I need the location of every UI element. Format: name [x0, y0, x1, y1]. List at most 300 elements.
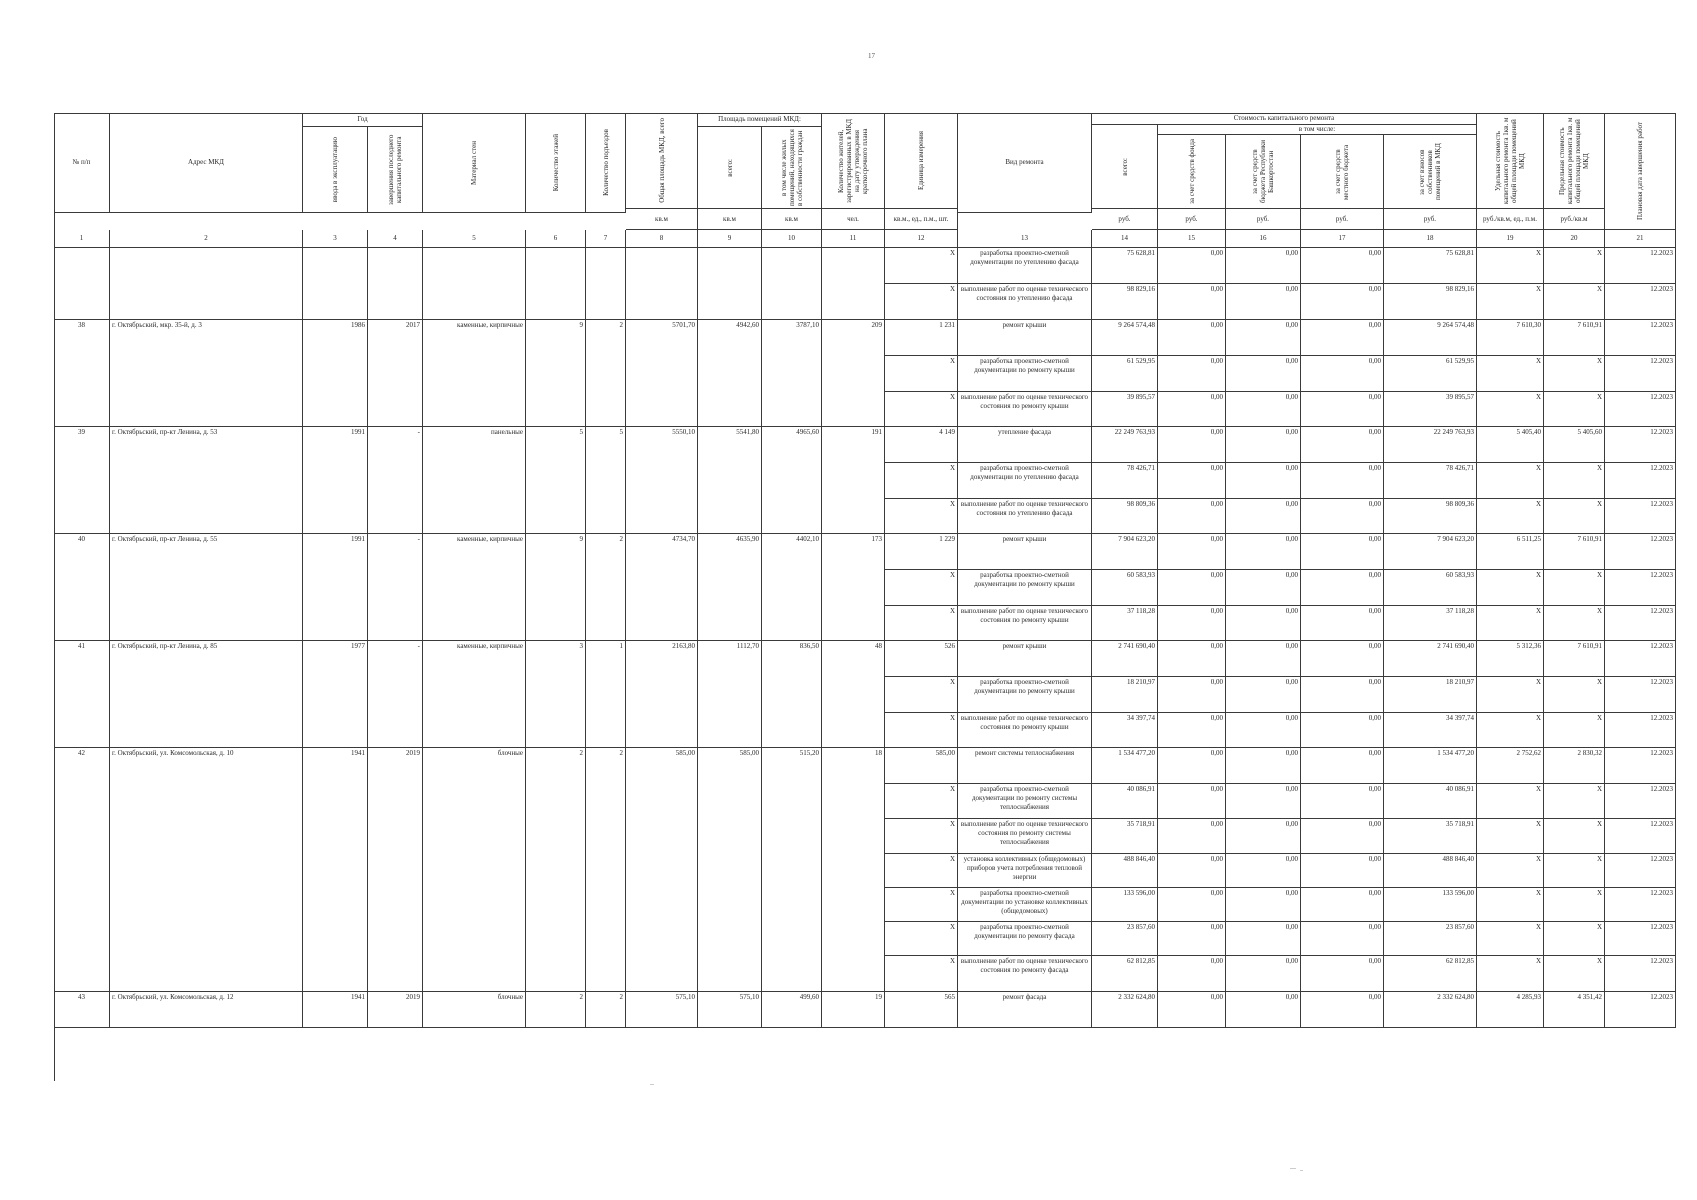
header-budget-local-label: за счет средств местного бюджета — [1334, 143, 1350, 200]
row-cost-owners: 1 534 477,20 — [1384, 748, 1477, 784]
row-cost-fund: 0,00 — [1158, 641, 1226, 677]
row-area-private — [762, 248, 822, 320]
row-material: каменные, кирпичные — [423, 641, 526, 748]
row-planned-date: 12.2023 — [1605, 499, 1676, 534]
row-work-type: выполнение работ по оценке технического состояния по утеплению фасада — [958, 499, 1092, 534]
row-area-private: 515,20 — [762, 748, 822, 992]
row-planned-date: 12.2023 — [1605, 641, 1676, 677]
row-floors: 2 — [526, 748, 586, 992]
row-cost-rb: 0,00 — [1226, 784, 1301, 819]
row-unit-qty: 565 — [885, 992, 958, 1028]
row-cost-local: 0,00 — [1301, 888, 1384, 922]
row-unit-qty: 4 149 — [885, 427, 958, 463]
row-cost-fund: 0,00 — [1158, 992, 1226, 1028]
header-year-group: Год — [303, 113, 423, 127]
row-cost-total: 18 210,97 — [1092, 677, 1158, 713]
row-unit-cost: X — [1477, 570, 1544, 606]
row-limit-cost: X — [1544, 606, 1605, 641]
row-unit-cost: 2 752,62 — [1477, 748, 1544, 784]
row-limit-cost: X — [1544, 888, 1605, 922]
header-colnum-13: 13 — [958, 230, 1092, 248]
row-cost-rb: 0,00 — [1226, 499, 1301, 534]
row-cost-rb: 0,00 — [1226, 713, 1301, 748]
row-limit-cost: X — [1544, 956, 1605, 992]
row-cost-rb: 0,00 — [1226, 284, 1301, 320]
row-year-repair: 2019 — [368, 748, 423, 992]
row-cost-rb: 0,00 — [1226, 748, 1301, 784]
row-unit-qty: X — [885, 922, 958, 956]
row-unit-qty: X — [885, 956, 958, 992]
header-material — [423, 113, 526, 213]
row-cost-local: 0,00 — [1301, 784, 1384, 819]
row-unit-cost: X — [1477, 463, 1544, 499]
row-residents — [822, 248, 885, 320]
row-year-repair: - — [368, 641, 423, 748]
row-address: г. Октябрьский, пр-кт Ленина, д. 85 — [110, 641, 303, 748]
row-cost-rb: 0,00 — [1226, 534, 1301, 570]
row-area-rooms — [698, 248, 762, 320]
row-planned-date: 12.2023 — [1605, 956, 1676, 992]
row-cost-rb: 0,00 — [1226, 677, 1301, 713]
row-limit-cost: 7 610,91 — [1544, 320, 1605, 356]
row-cost-fund: 0,00 — [1158, 713, 1226, 748]
scan-speck — [1300, 1170, 1303, 1171]
row-cost-rb: 0,00 — [1226, 248, 1301, 284]
row-cost-owners: 18 210,97 — [1384, 677, 1477, 713]
row-work-type: ремонт системы теплоснабжения — [958, 748, 1092, 784]
header-colnum-15: 15 — [1158, 230, 1226, 248]
row-address — [110, 248, 303, 320]
row-cost-fund: 0,00 — [1158, 677, 1226, 713]
header-unit-cost — [1477, 113, 1544, 209]
row-cost-local: 0,00 — [1301, 463, 1384, 499]
row-limit-cost: X — [1544, 570, 1605, 606]
row-entrances: 2 — [586, 534, 626, 641]
header-fund-label: за счет средств фонда — [1187, 139, 1196, 204]
row-total-area: 5701,70 — [626, 320, 698, 427]
header-year-built-label: ввода в эксплуатацию — [331, 136, 339, 203]
row-unit-cost: X — [1477, 713, 1544, 748]
row-cost-owners: 60 583,93 — [1384, 570, 1477, 606]
row-material — [423, 248, 526, 320]
row-unit-qty: X — [885, 356, 958, 392]
row-planned-date: 12.2023 — [1605, 463, 1676, 499]
row-floors: 9 — [526, 320, 586, 427]
header-total-area-label: Общая площадь МКД, всего — [657, 118, 666, 203]
row-limit-cost: X — [1544, 922, 1605, 956]
row-total-area: 2163,80 — [626, 641, 698, 748]
row-unit-qty: X — [885, 677, 958, 713]
header-floors — [526, 113, 586, 213]
row-unit-qty: X — [885, 854, 958, 888]
row-planned-date: 12.2023 — [1605, 992, 1676, 1028]
row-cost-local: 0,00 — [1301, 320, 1384, 356]
header-area-group: Площадь помещений МКД: — [698, 113, 822, 127]
header-year-built — [303, 127, 368, 213]
row-planned-date: 12.2023 — [1605, 922, 1676, 956]
row-year-repair — [368, 248, 423, 320]
header-entrances — [586, 113, 626, 213]
row-floors: 5 — [526, 427, 586, 534]
row-area-rooms: 575,10 — [698, 992, 762, 1028]
row-year-built: 1941 — [303, 992, 368, 1028]
row-number: 42 — [54, 748, 110, 992]
header-owners — [1384, 135, 1477, 209]
row-planned-date: 12.2023 — [1605, 534, 1676, 570]
row-cost-rb: 0,00 — [1226, 320, 1301, 356]
header-area-private-label: в том числе жилых помещений, находящихся в собственности граждан — [779, 129, 804, 206]
row-total-area: 585,00 — [626, 748, 698, 992]
row-unit-cost: X — [1477, 784, 1544, 819]
row-cost-total: 35 718,91 — [1092, 819, 1158, 854]
header-budget-local — [1301, 135, 1384, 209]
row-planned-date: 12.2023 — [1605, 606, 1676, 641]
row-cost-total: 78 426,71 — [1092, 463, 1158, 499]
row-work-type: разработка проектно-сметной документации по ремонту фасада — [958, 922, 1092, 956]
row-cost-local: 0,00 — [1301, 534, 1384, 570]
header-entrances-label: Количество подъездов — [601, 129, 610, 196]
row-floors: 2 — [526, 992, 586, 1028]
row-cost-local: 0,00 — [1301, 606, 1384, 641]
row-cost-local: 0,00 — [1301, 748, 1384, 784]
header-budget-rb — [1226, 135, 1301, 209]
row-cost-fund: 0,00 — [1158, 748, 1226, 784]
header-unit-14: руб. — [1092, 209, 1158, 230]
row-cost-total: 98 809,36 — [1092, 499, 1158, 534]
row-work-type: выполнение работ по оценке технического состояния по ремонту крыши — [958, 713, 1092, 748]
row-cost-total: 34 397,74 — [1092, 713, 1158, 748]
row-planned-date: 12.2023 — [1605, 320, 1676, 356]
row-planned-date: 12.2023 — [1605, 854, 1676, 888]
row-entrances: 2 — [586, 320, 626, 427]
row-cost-owners: 98 829,16 — [1384, 284, 1477, 320]
row-unit-cost: X — [1477, 854, 1544, 888]
row-unit-cost: X — [1477, 248, 1544, 284]
row-cost-rb: 0,00 — [1226, 888, 1301, 922]
row-residents: 19 — [822, 992, 885, 1028]
row-cost-rb: 0,00 — [1226, 427, 1301, 463]
header-colnum-21: 21 — [1605, 230, 1676, 248]
row-unit-cost: X — [1477, 356, 1544, 392]
row-work-type: разработка проектно-сметной документации по ремонту крыши — [958, 356, 1092, 392]
row-unit-qty: X — [885, 248, 958, 284]
header-unit — [885, 113, 958, 209]
header-colnum-20: 20 — [1544, 230, 1605, 248]
header-owners-label: за счет взносов собственников помещений в МКД — [1418, 143, 1442, 200]
row-work-type: утепление фасада — [958, 427, 1092, 463]
header-year-repair-label: завершения последнего капитального ремонта — [387, 134, 403, 205]
header-residents — [822, 113, 885, 209]
row-unit-cost: X — [1477, 922, 1544, 956]
row-residents: 209 — [822, 320, 885, 427]
header-planned-date-label: Плановая дата завершения работ — [1636, 121, 1644, 221]
row-year-built — [303, 248, 368, 320]
row-cost-owners: 62 812,85 — [1384, 956, 1477, 992]
header-unit-8: кв.м — [626, 209, 698, 230]
row-cost-local: 0,00 — [1301, 819, 1384, 854]
header-col-address: Адрес МКД — [110, 113, 303, 213]
row-limit-cost: X — [1544, 854, 1605, 888]
row-total-area: 4734,70 — [626, 534, 698, 641]
row-residents: 48 — [822, 641, 885, 748]
row-cost-total: 2 332 624,80 — [1092, 992, 1158, 1028]
row-cost-local: 0,00 — [1301, 956, 1384, 992]
row-total-area — [626, 248, 698, 320]
header-unit-12: кв.м., ед., п.м., шт. — [885, 209, 958, 230]
header-cost-total-label: всего: — [1120, 157, 1129, 176]
row-cost-local: 0,00 — [1301, 248, 1384, 284]
row-cost-local: 0,00 — [1301, 570, 1384, 606]
row-area-private: 4965,60 — [762, 427, 822, 534]
header-area-total-label: всего: — [725, 158, 734, 177]
row-limit-cost: X — [1544, 713, 1605, 748]
row-cost-rb: 0,00 — [1226, 956, 1301, 992]
row-cost-fund: 0,00 — [1158, 956, 1226, 992]
row-cost-total: 37 118,28 — [1092, 606, 1158, 641]
header-fund — [1158, 135, 1226, 209]
row-floors: 3 — [526, 641, 586, 748]
header-unit-15: руб. — [1158, 209, 1226, 230]
row-cost-fund: 0,00 — [1158, 392, 1226, 427]
row-planned-date: 12.2023 — [1605, 356, 1676, 392]
row-cost-rb: 0,00 — [1226, 819, 1301, 854]
row-address: г. Октябрьский, пр-кт Ленина, д. 55 — [110, 534, 303, 641]
row-cost-rb: 0,00 — [1226, 641, 1301, 677]
row-limit-cost: X — [1544, 819, 1605, 854]
row-material: блочные — [423, 748, 526, 992]
row-planned-date: 12.2023 — [1605, 748, 1676, 784]
row-number: 43 — [54, 992, 110, 1028]
row-material: панельные — [423, 427, 526, 534]
row-cost-total: 488 846,40 — [1092, 854, 1158, 888]
row-total-area: 575,10 — [626, 992, 698, 1028]
row-planned-date: 12.2023 — [1605, 284, 1676, 320]
row-cost-local: 0,00 — [1301, 713, 1384, 748]
row-area-rooms: 4942,60 — [698, 320, 762, 427]
row-cost-local: 0,00 — [1301, 284, 1384, 320]
row-entrances: 2 — [586, 748, 626, 992]
row-limit-cost: X — [1544, 677, 1605, 713]
row-unit-qty: X — [885, 819, 958, 854]
row-unit-qty: X — [885, 606, 958, 641]
row-unit-qty: X — [885, 392, 958, 427]
row-work-type: разработка проектно-сметной документации по утеплению фасада — [958, 248, 1092, 284]
row-work-type: выполнение работ по оценке технического состояния по ремонту крыши — [958, 392, 1092, 427]
row-limit-cost: X — [1544, 392, 1605, 427]
row-planned-date: 12.2023 — [1605, 392, 1676, 427]
header-material-label: Материал стен — [470, 140, 478, 185]
row-year-repair: 2017 — [368, 320, 423, 427]
row-unit-cost: X — [1477, 677, 1544, 713]
row-limit-cost: 7 610,91 — [1544, 534, 1605, 570]
row-cost-local: 0,00 — [1301, 922, 1384, 956]
row-work-type: выполнение работ по оценке технического состояния по ремонту фасада — [958, 956, 1092, 992]
row-unit-qty: 526 — [885, 641, 958, 677]
row-material: каменные, кирпичные — [423, 320, 526, 427]
row-area-rooms: 585,00 — [698, 748, 762, 992]
row-limit-cost: 5 405,60 — [1544, 427, 1605, 463]
row-year-built: 1977 — [303, 641, 368, 748]
row-cost-owners: 35 718,91 — [1384, 819, 1477, 854]
row-unit-qty: X — [885, 570, 958, 606]
row-work-type: выполнение работ по оценке технического состояния по ремонту крыши — [958, 606, 1092, 641]
row-cost-fund: 0,00 — [1158, 248, 1226, 284]
header-unit-label: Единица измерения — [917, 131, 925, 190]
row-cost-rb: 0,00 — [1226, 356, 1301, 392]
row-cost-owners: 39 895,57 — [1384, 392, 1477, 427]
row-number: 38 — [54, 320, 110, 427]
row-cost-owners: 37 118,28 — [1384, 606, 1477, 641]
header-area-total — [698, 127, 762, 209]
row-cost-owners: 133 596,00 — [1384, 888, 1477, 922]
row-residents: 173 — [822, 534, 885, 641]
row-work-type: ремонт фасада — [958, 992, 1092, 1028]
header-colnum-7: 7 — [586, 230, 626, 248]
row-cost-owners: 9 264 574,48 — [1384, 320, 1477, 356]
row-cost-owners: 23 857,60 — [1384, 922, 1477, 956]
row-year-built: 1941 — [303, 748, 368, 992]
row-unit-cost: X — [1477, 392, 1544, 427]
row-entrances: 1 — [586, 641, 626, 748]
row-limit-cost: X — [1544, 784, 1605, 819]
row-unit-cost: X — [1477, 819, 1544, 854]
row-unit-cost: 5 405,40 — [1477, 427, 1544, 463]
row-cost-fund: 0,00 — [1158, 463, 1226, 499]
row-cost-rb: 0,00 — [1226, 463, 1301, 499]
row-address: г. Октябрьский, ул. Комсомольская, д. 10 — [110, 748, 303, 992]
row-area-private: 4402,10 — [762, 534, 822, 641]
row-cost-local: 0,00 — [1301, 427, 1384, 463]
row-unit-qty: 585,00 — [885, 748, 958, 784]
header-colnum-14: 14 — [1092, 230, 1158, 248]
row-area-rooms: 1112,70 — [698, 641, 762, 748]
row-cost-total: 98 829,16 — [1092, 284, 1158, 320]
row-cost-fund: 0,00 — [1158, 570, 1226, 606]
row-year-repair: - — [368, 427, 423, 534]
row-cost-fund: 0,00 — [1158, 888, 1226, 922]
row-unit-cost: 5 312,36 — [1477, 641, 1544, 677]
row-unit-cost: 4 285,93 — [1477, 992, 1544, 1028]
row-cost-local: 0,00 — [1301, 992, 1384, 1028]
row-limit-cost: X — [1544, 463, 1605, 499]
header-colnum-1: 1 — [54, 230, 110, 248]
row-area-private: 3787,10 — [762, 320, 822, 427]
row-cost-fund: 0,00 — [1158, 427, 1226, 463]
row-material: блочные — [423, 992, 526, 1028]
header-unit-9: кв.м — [698, 209, 762, 230]
row-cost-owners: 40 086,91 — [1384, 784, 1477, 819]
row-cost-local: 0,00 — [1301, 392, 1384, 427]
row-limit-cost: X — [1544, 356, 1605, 392]
row-cost-rb: 0,00 — [1226, 570, 1301, 606]
header-cost-total — [1092, 125, 1158, 209]
row-planned-date: 12.2023 — [1605, 248, 1676, 284]
page-number: 17 — [868, 52, 875, 60]
header-incl: в том числе: — [1158, 125, 1477, 135]
row-work-type: разработка проектно-сметной документации по ремонту крыши — [958, 570, 1092, 606]
row-cost-local: 0,00 — [1301, 854, 1384, 888]
row-cost-owners: 98 809,36 — [1384, 499, 1477, 534]
header-work-type: Вид ремонта — [958, 113, 1092, 213]
header-unit-19: руб./кв.м, ед., п.м. — [1477, 209, 1544, 230]
header-colnum-9: 9 — [698, 230, 762, 248]
row-unit-qty: X — [885, 713, 958, 748]
row-number: 41 — [54, 641, 110, 748]
row-cost-total: 40 086,91 — [1092, 784, 1158, 819]
row-cost-fund: 0,00 — [1158, 284, 1226, 320]
row-cost-total: 60 583,93 — [1092, 570, 1158, 606]
row-cost-total: 2 741 690,40 — [1092, 641, 1158, 677]
row-address: г. Октябрьский, пр-кт Ленина, д. 53 — [110, 427, 303, 534]
row-cost-fund: 0,00 — [1158, 819, 1226, 854]
row-cost-local: 0,00 — [1301, 641, 1384, 677]
row-cost-local: 0,00 — [1301, 356, 1384, 392]
header-colnum-12: 12 — [885, 230, 958, 248]
row-cost-owners: 78 426,71 — [1384, 463, 1477, 499]
row-limit-cost: 4 351,42 — [1544, 992, 1605, 1028]
row-cost-fund: 0,00 — [1158, 606, 1226, 641]
row-cost-fund: 0,00 — [1158, 356, 1226, 392]
header-limit-cost — [1544, 113, 1605, 209]
row-cost-total: 75 628,81 — [1092, 248, 1158, 284]
row-work-type: выполнение работ по оценке технического состояния по ремонту системы теплоснабжения — [958, 819, 1092, 854]
row-entrances — [586, 248, 626, 320]
header-colnum-19: 19 — [1477, 230, 1544, 248]
row-limit-cost: X — [1544, 284, 1605, 320]
header-colnum-4: 4 — [368, 230, 423, 248]
row-limit-cost: 2 830,32 — [1544, 748, 1605, 784]
row-material: каменные, кирпичные — [423, 534, 526, 641]
row-address: г. Октябрьский, ул. Комсомольская, д. 12 — [110, 992, 303, 1028]
row-cost-owners: 61 529,95 — [1384, 356, 1477, 392]
header-unit-16: руб. — [1226, 209, 1301, 230]
row-cost-fund: 0,00 — [1158, 784, 1226, 819]
row-residents: 18 — [822, 748, 885, 992]
row-limit-cost: X — [1544, 248, 1605, 284]
header-budget-rb-label: за счет средств бюджета Республики Башкортостан — [1251, 140, 1275, 203]
header-col-num: № п/п — [54, 113, 110, 213]
row-work-type: ремонт крыши — [958, 534, 1092, 570]
row-cost-total: 9 264 574,48 — [1092, 320, 1158, 356]
header-floors-label: Количество этажей — [551, 133, 560, 192]
header-year-repair — [368, 127, 423, 213]
row-cost-rb: 0,00 — [1226, 922, 1301, 956]
row-unit-cost: X — [1477, 956, 1544, 992]
row-cost-owners: 75 628,81 — [1384, 248, 1477, 284]
row-cost-total: 61 529,95 — [1092, 356, 1158, 392]
row-unit-qty: X — [885, 499, 958, 534]
row-cost-rb: 0,00 — [1226, 992, 1301, 1028]
row-entrances: 5 — [586, 427, 626, 534]
header-planned-date — [1605, 113, 1676, 230]
row-unit-qty: 1 231 — [885, 320, 958, 356]
row-work-type: ремонт крыши — [958, 320, 1092, 356]
row-cost-owners: 2 741 690,40 — [1384, 641, 1477, 677]
header-total-area — [626, 113, 698, 209]
row-cost-rb: 0,00 — [1226, 606, 1301, 641]
scan-speck — [1290, 1168, 1296, 1169]
row-cost-total: 133 596,00 — [1092, 888, 1158, 922]
row-work-type: выполнение работ по оценке технического состояния по утеплению фасада — [958, 284, 1092, 320]
row-floors: 9 — [526, 534, 586, 641]
row-cost-fund: 0,00 — [1158, 534, 1226, 570]
row-cost-total: 1 534 477,20 — [1092, 748, 1158, 784]
row-cost-owners: 2 332 624,80 — [1384, 992, 1477, 1028]
row-unit-cost: 6 511,25 — [1477, 534, 1544, 570]
row-area-rooms: 5541,80 — [698, 427, 762, 534]
header-limit-cost-label: Предельная стоимость капитального ремонта 1кв. м общей площади помещений МКД — [1558, 117, 1590, 204]
row-limit-cost: X — [1544, 499, 1605, 534]
